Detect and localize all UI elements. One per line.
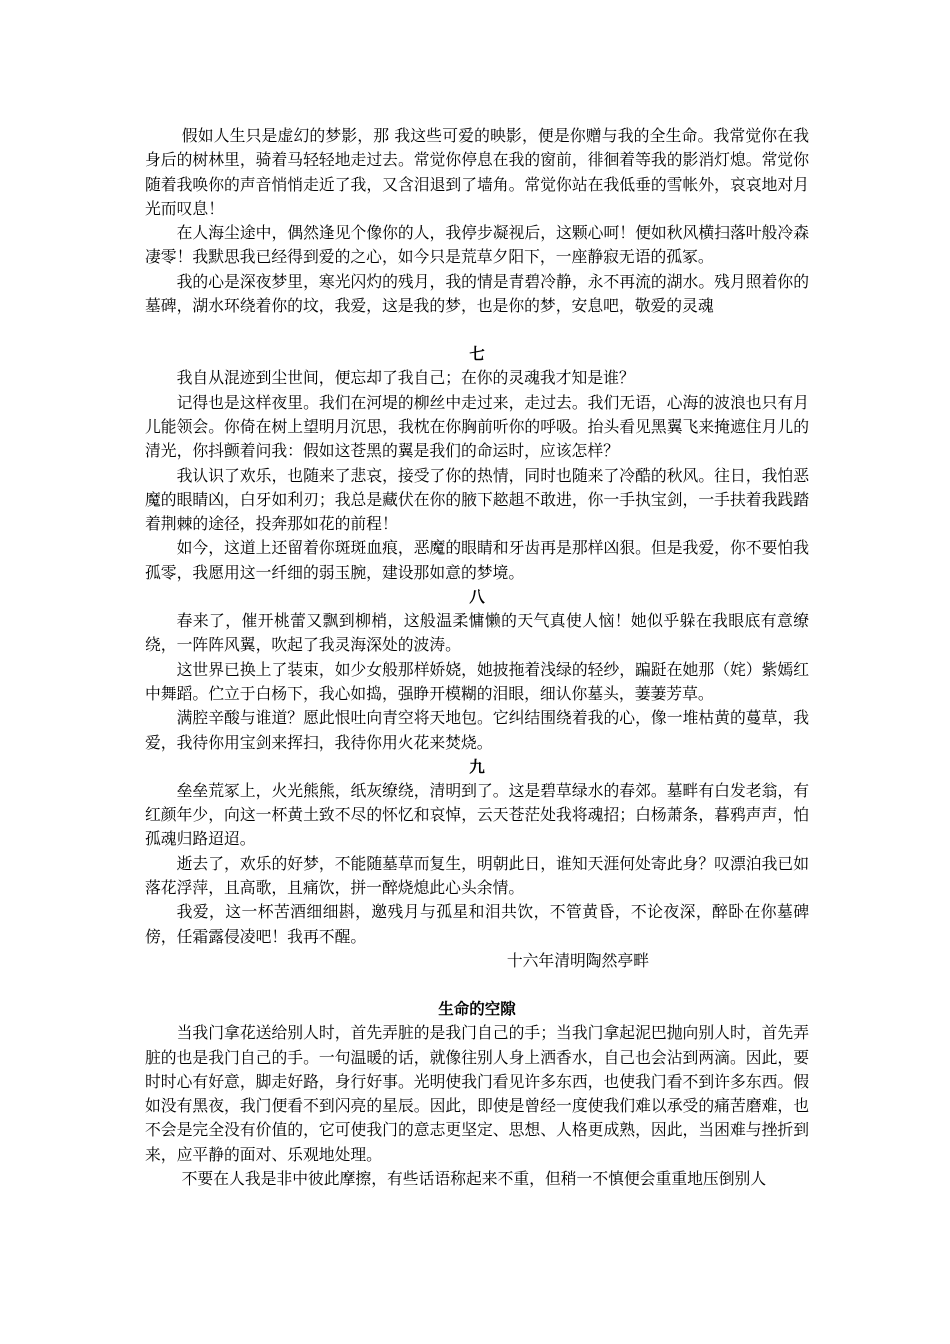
signature-line: 十六年清明陶然亭畔: [506, 950, 649, 970]
paragraph: 春来了，催开桃蕾又飘到柳梢，这般温柔慵懒的天气真使人恼！她似乎躲在我眼底有意缭绕，一阵阵风翼，吹起了我灵海深处的波涛。: [145, 611, 809, 655]
paragraph: 我的心是深夜梦里，寒光闪灼的残月，我的情是青碧冷静，永不再流的湖水。残月照着你的墓碑，湖水环绕着你的坟，我爱，这是我的梦，也是你的梦，安息吧，敬爱的灵魂: [145, 271, 809, 316]
section-heading-7: 七: [469, 345, 485, 364]
paragraph: 如今，这道上还留着你斑斑血痕，恶魔的眼睛和牙齿再是那样凶狠。但是我爱，你不要怕我孤零，我愿用这一纤细的弱玉腕，建设那如意的梦境。: [145, 538, 809, 582]
section-heading-9: 九: [469, 757, 485, 776]
section-heading-8: 八: [469, 588, 485, 607]
paragraph: 假如人生只是虚幻的梦影，那 我这些可爱的映影，便是你赠与我的全生命。我常觉你在我身后的树林里，骑着马轻轻地走过去。常觉你停息在我的窗前，徘徊着等我的影消灯熄。常觉你随着我唤你的声音悄悄走近了我，又含泪退到了墙角。常觉你站在我低垂的雪帐外，哀哀地对月光而叹息！: [145, 126, 809, 218]
paragraph: 在人海尘途中，偶然逢见个像你的人，我停步凝视后，这颗心呵！便如秋风横扫落叶般冷森凄零！我默思我已经得到爱的之心，如今只是荒草夕阳下，一座静寂无语的孤冢。: [145, 223, 809, 267]
paragraph: 当我门拿花送给别人时，首先弄脏的是我门自己的手；当我门拿起泥巴抛向别人时，首先弄脏的也是我门自己的手。一句温暖的话，就像往别人身上洒香水，自己也会沾到两滴。因此，要时时心有好意，脚走好路，身行好事。光明使我门看见许多东西，也使我门看不到许多东西。假如没有黑夜，我门便看不到闪亮的星辰。因此，即使是曾经一度使我们难以承受的痛苦磨难，也不会是完全没有价值的，它可使我门的意志更坚定、思想、人格更成熟，因此，当困难与挫折到来，应平静的面对、乐观地处理。: [145, 1023, 809, 1164]
paragraph: 我爱，这一杯苦酒细细斟，邀残月与孤星和泪共饮，不管黄昏，不论夜深，醉卧在你墓碑傍，任霜露侵凌吧！我再不醒。: [145, 902, 809, 946]
paragraph: 我自从混迹到尘世间，便忘却了我自己；在你的灵魂我才知是谁？: [176, 368, 635, 388]
article-title: 生命的空隙: [438, 1000, 516, 1019]
paragraph: 记得也是这样夜里。我们在河堤的柳丝中走过来，走过去。我们无语，心海的波浪也只有月儿能领会。你倚在树上望明月沉思，我枕在你胸前听你的呼吸。抬头看见黑翼飞来掩遮住月儿的清光，你抖颤着问我：假如这苍黑的翼是我们的命运时，应该怎样？: [145, 392, 809, 461]
paragraph: 不要在人我是非中彼此摩擦，有些话语称起来不重，但稍一不慎便会重重地压倒别人: [176, 1168, 767, 1188]
paragraph: 我认识了欢乐，也随来了悲哀，接受了你的热情，同时也随来了冷酷的秋风。往日，我怕恶魔的眼睛凶，白牙如利刃；我总是藏伏在你的腋下趑趄不敢进，你一手执宝剑，一手扶着我践踏着荆棘的途径，投奔那如花的前程！: [145, 465, 809, 534]
paragraph: 这世界已换上了装束，如少女般那样娇娆，她披拖着浅绿的轻纱，蹁跹在她那（姹）紫嫣红中舞蹈。伫立于白杨下，我心如捣，强睁开模糊的泪眼，细认你墓头，萋萋芳草。: [145, 659, 809, 703]
paragraph: 满腔辛酸与谁道？愿此恨吐向青空将天地包。它纠结围绕着我的心，像一堆枯黄的蔓草，我爱，我待你用宝剑来挥扫，我待你用火花来焚烧。: [145, 708, 809, 752]
paragraph: 逝去了，欢乐的好梦，不能随墓草而复生，明朝此日，谁知天涯何处寄此身？叹漂泊我已如落花浮萍，且高歌，且痛饮，拼一醉烧熄此心头余情。: [145, 853, 809, 898]
document-page: [145, 124, 809, 1191]
paragraph: 垒垒荒冢上，火光熊熊，纸灰缭绕，清明到了。这是碧草绿水的春郊。墓畔有白发老翁，有红颜年少，向这一杯黄土致不尽的怀忆和哀悼，云天苍茫处我将魂招；白杨萧条，暮鸦声声，怕孤魂归路迢迢。: [145, 780, 809, 849]
